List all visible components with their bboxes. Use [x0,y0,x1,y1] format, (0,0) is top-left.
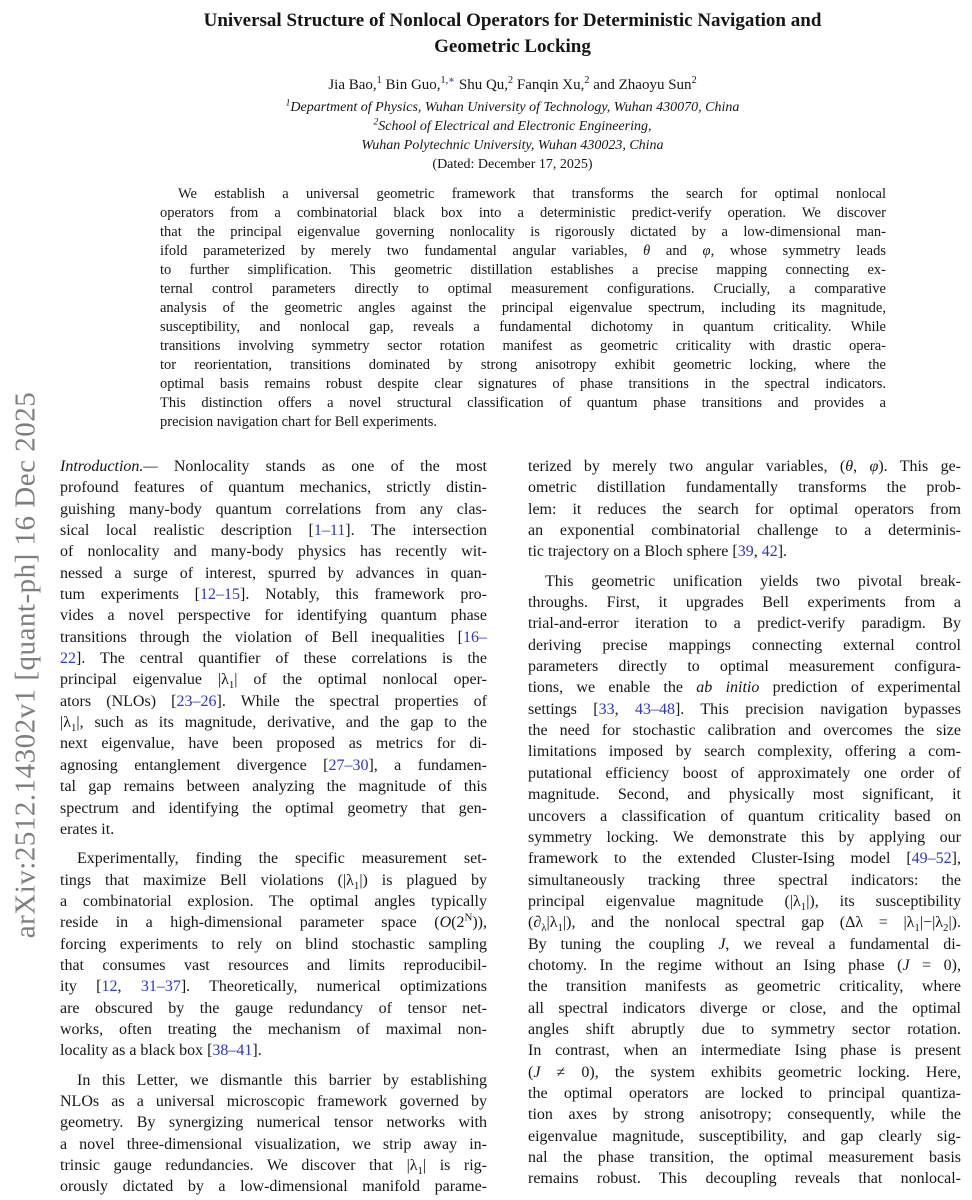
text-line: tal gap remains between analyzing the magnitude of this [60,778,487,796]
text-line: locality as a black box [38–41]. [60,1042,262,1060]
text-line: magnitude. Second, and physically most significant, it [528,786,961,804]
paper-title: Universal Structure of Nonlocal Operators for Deterministic Navigation and Geometric Locking [203,10,822,57]
arxiv-stamp: arXiv:2512.14302v1 [quant-ph] 16 Dec 2025 [9,391,42,939]
text-line: In this Letter, we dismantle this barrier by establishing [77,1071,487,1089]
text-line: trinsic gauge redundancies. We discover that $|\lambda_1|$ is rig- [60,1157,487,1178]
text-line: $(\partial_\lambda|\lambda_1|)$, and the nonlocal spectral gap $(\Delta\lambda = |\lambda_1|-|\lambda_2|)$. [528,914,961,935]
citation-link[interactable]: 1–11 [313,522,346,540]
text-line: the need for stochastic calibration and overcomes the size [528,722,961,740]
text-line: profound features of quantum mechanics, strictly distin- [60,479,487,497]
text-line: ternal control parameters directly to optimal measurement configurations. Crucially, a comparative [160,281,886,297]
text-line: of nonlocality and many-body physics has recently wit- [60,543,487,561]
text-line: This geometric unification yields two pivotal break- [545,572,961,590]
text-line: a combinatorial explosion. The optimal angles typically [60,892,487,910]
text-line: sical local realistic description [1–11]. The intersection [60,522,487,540]
citation-link[interactable]: 33 [598,700,615,718]
text-line: the optimal operators are locked to principal quantiza- [528,1084,961,1102]
text-line: forcing experiments to rely on blind stochastic sampling [60,935,487,953]
text-line: to further simplification. This geometric distillation establishes a precise mapping connecting ex- [160,262,886,278]
text-line: $|\lambda_1|$, such as its magnitude, derivative, and the gap to the [60,714,487,735]
text-line: throughs. First, it upgrades Bell experiments from a [528,594,961,612]
text-line: remains robust. This decoupling reveals that nonlocal- [528,1170,961,1188]
text-line: ity [12, 31–37]. Theoretically, numerical optimizations [60,978,488,996]
citation-link[interactable]: 22 [60,650,76,668]
text-line: erates it. [60,820,115,838]
left-column [60,456,487,1198]
text-line: are obscured by the gauge redundancy of tensor net- [60,999,487,1017]
text-line: trial-and-error iteration to a predict-verify paradigm. By [528,615,961,633]
text-line: susceptibility, and nonlocal gap, reveals a fundamental dichotomy in quantum criticality. While [160,319,886,335]
citation-link[interactable]: 12–15 [200,586,241,604]
text-line: deriving precise mappings connecting external control [528,636,961,654]
citation-link[interactable]: 23–26 [176,692,217,710]
citation-link[interactable]: 43–48 [634,700,675,718]
text-line: nessed a surge of interest, spurred by advances in quan- [60,564,487,582]
text-line: tic trajectory on a Bloch sphere [39, 42]. [528,543,788,561]
citation-link[interactable]: 16– [463,628,487,646]
text-line: We establish a universal geometric framework that transforms the search for optimal nonlocal [178,186,886,202]
text-line: tum experiments [12–15]. Notably, this framework pro- [60,586,487,604]
text-line: Introduction.— Nonlocality stands as one of the most [60,458,487,475]
text-line: uncovers a classification of quantum criticality based on [528,807,961,825]
citation-link[interactable]: ∗ [448,75,456,86]
text-line: agnosing entanglement divergence [27–30], a fundamen- [60,756,488,774]
text-line: This distinction offers a novel structural classification of quantum phase transitions and provides a [160,395,886,411]
text-line: ifold parameterized by merely two fundamental angular variables, θ and φ, whose symmetry leads [160,243,886,259]
paper-content [60,0,965,1198]
text-line: settings [33, 43–48]. This precision navigation bypasses [528,700,962,718]
text-line: operators from a combinatorial black box into a deterministic predict-verify operation. We discover [160,205,886,221]
text-line: an exponential combinatorial challenge to a determinis- [528,522,961,540]
text-line: By tuning the coupling J, we reveal a fundamental di- [528,935,962,953]
text-line: principal eigenvalue $|\lambda_1|$ of the optimal nonlocal oper- [60,671,487,692]
text-line: nal the phase transition, the optimal measurement basis [528,1149,961,1166]
citation-link[interactable]: 42 [761,543,778,561]
text-line: precision navigation chart for Bell experiments. [160,414,438,430]
text-line: that consumes vast resources and limits reproducibil- [60,956,487,974]
text-line: a novel three-dimensional visualization, we strip away in- [60,1135,487,1153]
text-line: that the principal eigenvalue governing nonlocality is rigorously dictated by a low-dimensional man- [160,224,886,240]
text-line: eigenvalue magnitude, susceptibility, and gap clearly sig- [528,1127,961,1145]
paragraph [60,1070,487,1198]
text-line: ators (NLOs) [23–26]. While the spectral properties of [60,692,487,710]
text-line: (J ≠ 0), the system exhibits geometric locking. Here, [528,1063,961,1081]
text-line: parameters directly to optimal measurement configura- [528,658,961,676]
paragraph [60,848,487,1061]
text-line: optimal basis remains robust despite clear signatures of phase transitions in the spectral indicators. [160,376,886,392]
text-line: simultaneously tracking three spectral indicators: the [528,871,961,889]
text-line: putational efficiency boost of approximately one order of [528,764,961,782]
text-line: $^1$Department of Physics, Wuhan University of Technology, Wuhan 430070, China [285,98,740,115]
paragraph [528,571,961,1190]
text-line: angles shift abruptly due to symmetry sector rotation. [528,1020,961,1038]
text-line: works, often treating the mechanism of maximal non- [60,1020,487,1038]
text-line: framework to the extended Cluster-Ising model [49–52], [528,850,961,868]
text-line: 22]. The central quantifier of these correlations is the [60,650,487,668]
date-line: (Dated: December 17, 2025) [432,157,593,172]
text-line: transitions involving symmetry sector rotation manifest as geometric criticality with drastic opera- [160,338,886,354]
citation-link[interactable]: 39 [737,543,754,561]
paragraph [528,456,961,563]
text-line: Wuhan Polytechnic University, Wuhan 430023, China [361,138,664,153]
text-line: Experimentally, finding the specific measurement set- [77,850,487,868]
text-line: geometry. By synergizing numerical tensor networks with [60,1114,487,1132]
text-line: lem: it reduces the search for optimal operators from [528,500,961,518]
citation-link[interactable]: 49–52 [911,850,952,868]
text-line: spectrum and identifying the optimal geometry that gen- [60,799,487,817]
citation-link[interactable]: 31–37 [140,978,181,996]
text-line: orously dictated by a low-dimensional manifold parame- [60,1178,487,1196]
abstract [160,185,886,432]
text-line: all spectral indicators diverge or close, and the optimal [528,999,961,1017]
text-line: tor reorientation, transitions dominated by strong anisotropy exhibit geometric locking, where the [160,357,886,373]
citation-link[interactable]: 27–30 [328,756,369,774]
body-columns [60,456,965,1198]
text-line: terized by merely two angular variables, (θ, φ). This ge- [528,458,962,475]
text-line: $^2$School of Electrical and Electronic Engineering, [373,117,652,134]
text-line: next eigenvalue, have been proposed as metrics for di- [60,735,487,753]
affiliations [60,98,965,155]
text-line: NLOs as a universal microscopic framework governed by [60,1092,487,1110]
text-line: analysis of the geometric angles against the principal eigenvalue spectrum, including its magnitude, [160,300,886,316]
text-line: ometric distillation fundamentally transforms the prob- [528,479,961,497]
text-line: symmetry locking. We demonstrate this by applying our [528,828,961,846]
citation-link[interactable]: 38–41 [212,1042,253,1060]
text-line: tion axes by strong anisotropy; consequently, while the [528,1106,961,1124]
text-line: vides a novel perspective for identifying quantum phase [60,607,487,625]
text-line: limitations imposed by search complexity, offering a com- [528,743,961,761]
authors-line: Jia Bao,$^1$ Bin Guo,$^{1,∗}$ Shu Qu,$^2$ Fanqin Xu,$^2$ and Zhaoyu Sun$^2$ [328,75,697,93]
text-line: tings that maximize Bell violations $(|\lambda_1|)$ is plagued by [60,871,487,892]
text-line: In contrast, when an intermediate Ising phase is present [528,1042,961,1060]
text-line: principal eigenvalue magnitude $(|\lambda_1|)$, its susceptibility [528,892,961,914]
right-column [528,456,961,1198]
citation-link[interactable]: 12 [101,978,118,996]
text-line: the transition manifests as geometric criticality, where [528,978,961,996]
text-line: guishing many-body quantum correlations from any clas- [60,500,487,518]
text-line: tions, we enable the ab initio prediction of experimental [528,679,961,697]
text-line: chotomy. In the regime without an Ising phase (J = 0), [528,956,962,974]
text-line: transitions through the violation of Bell inequalities [16– [60,628,487,646]
text-line: reside in a high-dimensional parameter space $(O(2^N))$, [60,911,487,932]
paragraph [60,456,487,840]
